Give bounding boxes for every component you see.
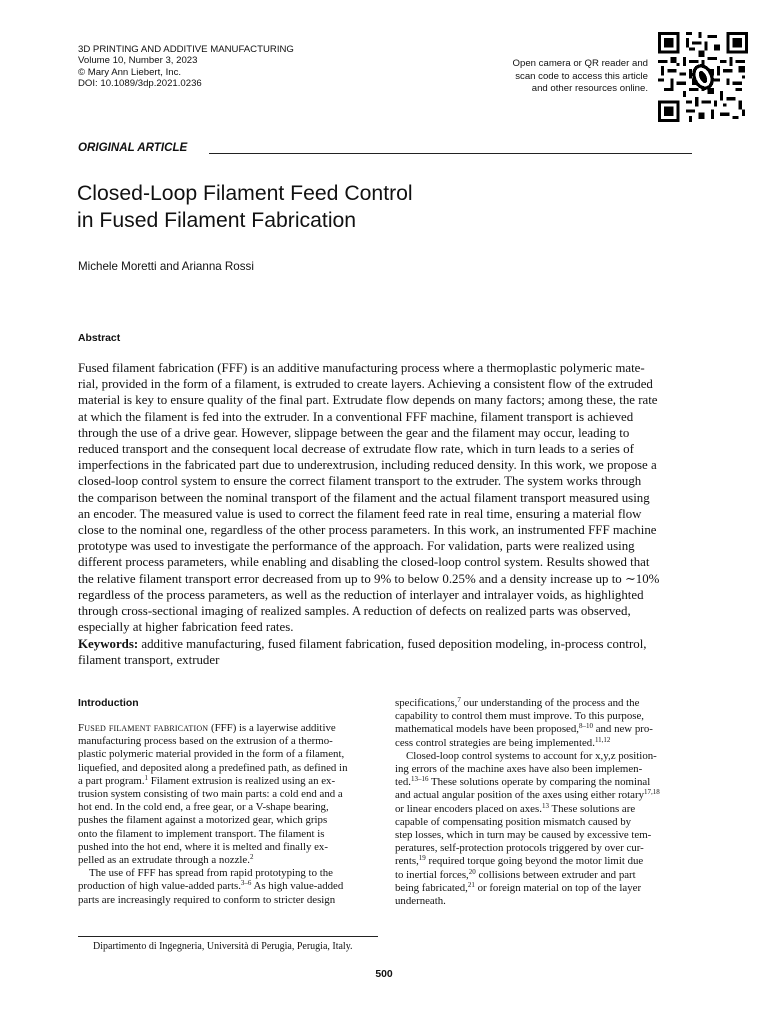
authors: Michele Moretti and Arianna Rossi [78,260,254,273]
qr-note-line: scan code to access this article [515,70,648,82]
citation-ref[interactable]: 8–10 [578,722,593,731]
article-title-line: in Fused Filament Fabrication [77,209,357,232]
introduction-left-column: Fused filament fabrication (FFF) is a layerwise additive manufacturing process based on the extrusion of a thermo- plastic polymeric material provided in the form of a filament, liquefied, and deposited along a predefined path, as defined in a part program.$^1$ Filament extrusion is realized using an ex- trusion system consisting of two main parts: a cold end and a hot end. In the cold end, a free gear, or a V-shape bearing, pushes the filament against a motorized gear, which grips onto the filament to implement transport. The filament is pushed into the hot end, where it is melted and finally ex- pelled as an extrudate through a nozzle.$^2$ The use of FFF has spread from rapid prototyping to the production of high value-added parts.$^{3-6}$ As high value-added parts are increasingly required to conform to stricter design [78,722,348,906]
citation-ref[interactable]: 19 [418,854,426,863]
abstract-line: an encoder. The measured value is used to correct the filament feed rate in real time, ensuring a material flow [78,506,642,521]
abstract-line: the relative filament transport error decreased from up to 9% to below 0.25% and a density increase up to ∼10% [78,571,660,586]
keywords-text: additive manufacturing, fused filament fabrication, fused deposition modeling, in-process control, [141,637,647,651]
keywords-label: Keywords: [78,637,139,651]
article-title [77,180,413,234]
introduction-right-column: specifications,$^7$ our understanding of the process and the capability to control them must improve. To this purpose, mathematical models have been proposed,$^{8-10}$ and new pro- cess control strategies are being implemented.$^{11,12}$ Closed-loop control systems to account for x,y,z position- ing errors of the machine axes have also been implemen- ted.$^{13-16}$ These solutions operate by comparing the nominal and actual angular position of the axes using either rotary$^{17,18}$ or linear encoders placed on axes.$^{13}$ These solutions are capable of compensating position mismatch caused by step losses, which in turn may be caused by excessive tem- peratures, self-protection protocols triggered by over cur- rents,$^{19}$ required torque going beyond the motor limit due to inertial forces,$^{20}$ collisions between extruder and part being fabricated,$^{21}$ or foreign material on top of the layer underneath. [395,696,660,908]
citation-ref[interactable]: 2 [249,853,254,862]
qr-note-line: Open camera or QR reader and [512,58,648,69]
qr-note-line: and other resources online. [531,83,648,94]
abstract-line: closed-loop control system to ensure the correct filament transport to the extruder. The system works through [78,474,642,489]
article-title-line: Closed-Loop Filament Feed Control [77,182,413,205]
journal-volume: Volume 10, Number 3, 2023 [78,55,198,67]
citation-ref[interactable]: 21 [467,880,475,889]
abstract-line: reduced transport and the consequent local decrease of extrudate flow rate, which in turn leads to a series of [78,442,634,457]
citation-ref[interactable]: 13–16 [410,775,429,784]
journal-info [78,44,294,89]
abstract-line: Fused filament fabrication (FFF) is an additive manufacturing process where a thermoplastic polymeric mate- [78,361,645,375]
citation-ref[interactable]: 7 [457,696,461,704]
abstract-line: through the use of a drive gear. However, slippage between the gear and the filament may occur, leading to [78,425,630,440]
intro-lead: Fused filament fabrication [78,722,209,734]
abstract-line: close to the nominal one, regardless of the other process parameters. In this work, an instrumented FFF machine [78,523,657,538]
abstract-body [78,360,693,635]
abstract-line: regardless of the process parameters, as well as the reduction of interlayer and intralayer voids, as highlighted [78,587,644,602]
page-number: 500 [375,969,393,980]
journal-name: 3D PRINTING AND ADDITIVE MANUFACTURING [78,44,294,55]
abstract-line: prototype was used to investigate the performance of the approach. For validation, parts were realized using [78,539,635,554]
footnote-divider [78,936,378,937]
abstract-line: material is key to ensure quality of the final part. Extrudate flow depends on many factors; among these, the rate [78,393,658,408]
abstract-line: imperfections in the fabricated part due to underextrusion, including reduced density. In this work, we propose a [78,458,657,473]
qr-code-icon[interactable] [658,30,748,124]
citation-ref[interactable]: 17,18 [644,788,660,797]
abstract-heading: Abstract [78,333,121,344]
abstract-line: especially at higher fabrication feed rates. [78,620,294,635]
introduction-heading: Introduction [78,698,139,709]
qr-note [470,58,648,96]
affiliation-footnote: Dipartimento di Ingegneria, Università di Perugia, Perugia, Italy. [93,941,353,952]
abstract-line: rial, provided in the form of a filament, is extruded to create layers. Achieving a consistent flow of the extruded [78,377,653,392]
citation-ref[interactable]: 11,12 [594,735,611,744]
abstract-line: different process parameters, while enabling and disabling the closed-loop control system. Results showed that [78,555,650,570]
section-label: ORIGINAL ARTICLE [78,141,188,154]
abstract-line: at which the filament is fed into the extruder. In a conventional FFF machine, filament transport is achieved [78,409,634,424]
keywords-text: filament transport, extruder [78,653,220,668]
keywords [78,636,693,668]
citation-ref[interactable]: 1 [144,773,149,782]
citation-ref[interactable]: 13 [541,801,549,810]
journal-copyright: © Mary Ann Liebert, Inc. [78,66,182,78]
abstract-line: the comparison between the nominal transport of the filament and the actual filament transport measured using [78,490,650,505]
journal-doi[interactable]: DOI: 10.1089/3dp.2021.0236 [78,77,202,89]
citation-ref[interactable]: 3–6 [240,879,252,888]
abstract-line: through cross-sectional imaging of realized samples. A reduction of defects on realized parts was observed, [78,604,631,619]
section-divider [209,153,692,154]
citation-ref[interactable]: 20 [468,867,476,876]
